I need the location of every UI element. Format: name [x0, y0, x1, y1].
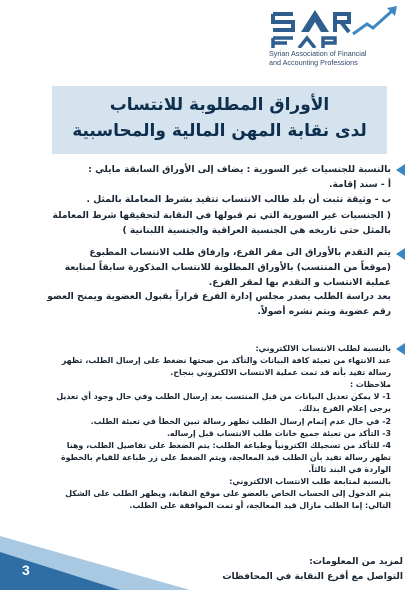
- logo-mark: [269, 6, 409, 48]
- section-line: يتم التقدم بالأوراق الى مقر الفرع، وإرفاق طلب الانتساب المطبوع: [89, 247, 391, 258]
- section-line: رقم عضوية ويتم نشره أصولاً.: [257, 306, 391, 318]
- logo-name-line-1: Syrian Association of Financial: [269, 49, 367, 58]
- non-syrian-section: [30, 162, 403, 238]
- note-item: يرجى إعلام الفرع بذلك.: [298, 404, 391, 414]
- section-line: يتم الدخول إلى الحساب الخاص بالعضو على موقع النقابة، ويظهر الطلب على الشكل: [65, 489, 391, 499]
- page-title-line-1: الأوراق المطلوبة للانتساب: [109, 95, 330, 115]
- section-heading: بالنسبة لطلب الانتساب الالكتروني:: [255, 344, 391, 353]
- note-item: تظهر رسالة تفيد بأن الطلب قيد المعالجة، ويتم الضغط على زر طباعة للقيام بالخطوة: [60, 452, 391, 462]
- logo-text: [269, 50, 409, 67]
- section-line: بالنسبة للجنسيات غير السورية : يضاف إلى الأوراق السابقة مايلي :: [88, 164, 391, 175]
- page-title-line-2: لدى نقابة المهن المالية والمحاسبية: [72, 121, 367, 141]
- section-line: أ - سند إقامة.: [328, 179, 391, 191]
- bullet-arrow-icon: [396, 343, 405, 355]
- page-number: 3: [22, 562, 30, 578]
- association-logo: [269, 6, 409, 67]
- logo-name-line-2: and Accounting Professions: [269, 57, 358, 67]
- section-line: التالي: إما الطلب مازال قيد المعالجة، أو تمت الموافقة على الطلب.: [129, 501, 391, 511]
- footer-line-1: لمزيد من المعلومات:: [309, 556, 403, 567]
- note-item: 1- لا يمكن تعديل البيانات من قبل المنتسب بعد إرسال الطلب وفي حال وجود أي تعديل: [56, 392, 391, 402]
- section-line: بعد دراسة الطلب يصدر مجلس إدارة الفرع قراراً بقبول العضوية ويمنح العضو: [47, 291, 391, 303]
- page-title-box: [52, 86, 387, 154]
- footer-line-2: التواصل مع أفرع النقابة في المحافظات: [222, 571, 403, 582]
- electronic-application-section: [30, 343, 403, 512]
- section-line: رسالة تفيد بأنه قد تمت عملية الانتساب الالكتروني بنجاح.: [170, 368, 391, 378]
- section-line: عند الانتهاء من تعبئة كافة البيانات والتأكد من صحتها نضغط على إرسال الطلب، تظهر: [61, 356, 391, 366]
- section-line: ( الجنسيات غير السورية التي تم قبولها في النقابة لتحقيقها شرط المعاملة: [52, 209, 391, 221]
- section-line: (موقعاً من المنتسب) بالأوراق المطلوبة للانتساب المذكورة سابقاً لمتابعة: [64, 261, 391, 273]
- section-line: بالمثل حتى تاريخه هي الجنسية العراقية والجنسية اللبنانية ): [122, 224, 391, 236]
- note-item: 3- التأكد من تعبئة جميع خانات طلب الانتساب قبل إرساله.: [166, 428, 391, 438]
- section-line: عملية الانتساب و التقدم بها لمقر الفرع.: [208, 276, 391, 288]
- section-line: ب - وثيقة تثبت أن بلد طالب الانتساب تتقيد بشرط المعاملة بالمثل .: [86, 194, 391, 206]
- notes-heading: ملاحظات :: [349, 380, 391, 390]
- bullet-arrow-icon: [396, 164, 405, 176]
- bullet-arrow-icon: [396, 248, 405, 260]
- note-item: الواردة في البند ثالثاً.: [308, 464, 391, 474]
- submission-section: [30, 246, 403, 320]
- note-item: 4- للتأكد من تسجيلك الكترونياً وطباعة الطلب: يتم الضغط على تفاصيل الطلب، وهنا: [66, 440, 391, 450]
- section-heading: بالنسبة لمتابعة طلب الانتساب الالكتروني:: [229, 477, 391, 487]
- note-item: 2- في حال عدم إتمام إرسال الطلب تظهر رسالة تبين الخطأ في تعبئة الطلب.: [90, 416, 391, 426]
- safap-logo-icon: [269, 4, 409, 48]
- footer-contact: [222, 554, 403, 584]
